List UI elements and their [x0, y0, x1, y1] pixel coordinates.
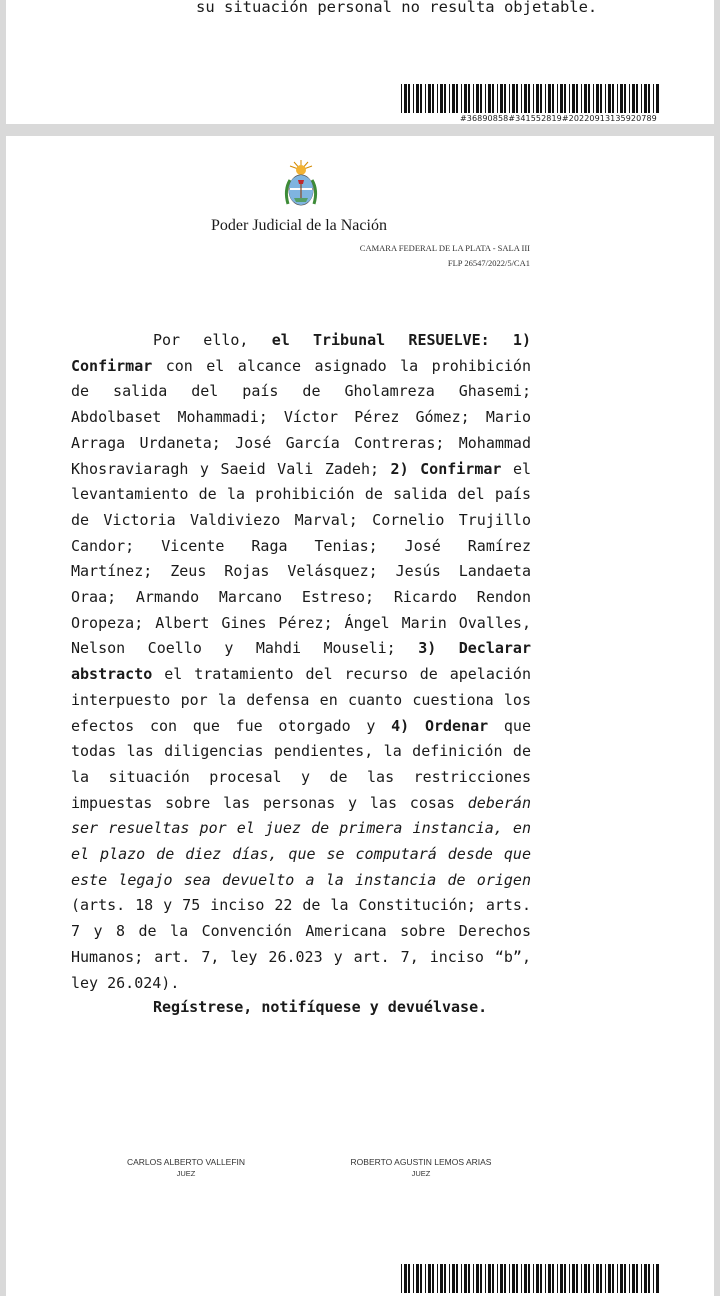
barcode-bar [612, 1264, 614, 1293]
barcode-bar [528, 84, 530, 113]
barcode-bar [485, 1264, 486, 1293]
judge-name: ROBERTO AGUSTIN LEMOS ARIAS [350, 1157, 492, 1167]
barcode-bar [545, 84, 546, 113]
legal-citation: (arts. 18 y 75 inciso 22 de la Constitución; arts. 7 y 8 de la Convención Americana sobre Derechos Humanos; art. 7, ley 26.023 y art. 7, inciso “b”, ley 26.024). [71, 896, 531, 992]
barcode-bar [608, 84, 611, 113]
barcode-bar [444, 1264, 446, 1293]
barcode-bar [584, 1264, 587, 1293]
barcode-bar [536, 84, 539, 113]
barcode-bar [605, 1264, 606, 1293]
barcode-bar [593, 84, 594, 113]
judge-role: JUEZ [411, 1169, 431, 1178]
barcode-bar [596, 84, 599, 113]
barcode-bar [416, 1264, 419, 1293]
barcode-bar [449, 1264, 450, 1293]
barcode-bar [408, 84, 410, 113]
barcode-bar [572, 84, 575, 113]
barcode-bar [485, 84, 486, 113]
barcode-bar [653, 1264, 654, 1293]
barcode-bar [488, 84, 491, 113]
barcode-bar [440, 1264, 443, 1293]
signature-judge-1 [116, 1156, 256, 1180]
barcode-bar [600, 84, 602, 113]
barcode-bar [576, 1264, 578, 1293]
barcode-top [401, 84, 660, 113]
barcode-bar [612, 84, 614, 113]
barcode-bar [473, 1264, 474, 1293]
barcode-bar [420, 1264, 422, 1293]
barcode-bar [408, 1264, 410, 1293]
barcode-bar [512, 84, 515, 113]
judge-name: CARLOS ALBERTO VALLEFIN [126, 1157, 246, 1167]
item1-verb: Confirmar [71, 356, 153, 375]
barcode-bar [468, 84, 470, 113]
previous-page [6, 0, 714, 124]
argentine-coat-of-arms-icon [282, 158, 320, 212]
item2-text: el levantamiento de la prohibición de salida del país de Victoria Valdiviezo Marval; Cornelio Trujillo Candor; Vicente Raga Tenias; José Ramírez Martínez; Zeus Rojas Velásquez; Jesús Landaeta Oraa; Armando Marcano Estreso; Ricardo Rendon Oropeza; Albert Gines Pérez; Ángel Marin Ovalles, Nelson Coello y Mahdi Mouseli; [71, 459, 532, 658]
document-page [6, 136, 714, 1296]
barcode-bar [452, 1264, 455, 1293]
barcode-bar [593, 1264, 594, 1293]
barcode-bar [497, 1264, 498, 1293]
barcode-bar [425, 1264, 426, 1293]
barcode-bar [509, 1264, 510, 1293]
barcode-bar [444, 84, 446, 113]
item2-label: 2) Confirmar [390, 459, 502, 478]
barcode-bar [576, 84, 578, 113]
barcode-bar [629, 1264, 630, 1293]
barcode-bar [629, 84, 630, 113]
barcode-bar [497, 84, 498, 113]
barcode-bottom [401, 1264, 660, 1293]
judge-role: JUEZ [176, 1169, 196, 1178]
closing-formula: Regístrese, notifíquese y devuélvase. [153, 998, 488, 1016]
barcode-bar [581, 84, 582, 113]
chamber-name: CAMARA FEDERAL DE LA PLATA - SALA III [359, 243, 530, 253]
barcode-bar [548, 84, 551, 113]
barcode-bar [512, 1264, 515, 1293]
barcode-bar [432, 1264, 434, 1293]
barcode-bar [620, 1264, 623, 1293]
barcode-bar [557, 1264, 558, 1293]
item4-italic: deberán ser resueltas por el juez de primera instancia, en el plazo de diez días, que se computará desde que este legajo sea devuelto a la instancia de origen [71, 793, 531, 889]
barcode-bar [584, 84, 587, 113]
barcode-bar [464, 84, 467, 113]
barcode-number: #36890858#341552819#20220913135920789 [460, 114, 657, 123]
barcode-bar [588, 1264, 590, 1293]
barcode-bar [644, 1264, 647, 1293]
barcode-bar [605, 84, 606, 113]
barcode-bar [644, 84, 647, 113]
barcode-bar [632, 84, 635, 113]
barcode-bar [404, 1264, 407, 1293]
barcode-bar [569, 1264, 570, 1293]
barcode-bar [596, 1264, 599, 1293]
barcode-bar [440, 84, 443, 113]
item3-label: 3) Declarar abstracto [71, 639, 531, 684]
intro-text: Por ello, [153, 331, 272, 349]
barcode-bar [509, 84, 510, 113]
item4-label: 4) Ordenar [391, 716, 489, 735]
barcode-bar [557, 84, 558, 113]
barcode-bar [413, 84, 414, 113]
barcode-bar [528, 1264, 530, 1293]
barcode-bar [404, 84, 407, 113]
barcode-bar [641, 84, 642, 113]
previous-page-last-line: su situación personal no resulta objetable. [196, 0, 598, 16]
barcode-bar [468, 1264, 470, 1293]
barcode-bar [648, 84, 650, 113]
barcode-bar [473, 84, 474, 113]
barcode-bar [624, 84, 626, 113]
barcode-bar [504, 1264, 506, 1293]
barcode-bar [425, 84, 426, 113]
barcode-bar [420, 84, 422, 113]
barcode-bar [636, 84, 638, 113]
barcode-bar [437, 1264, 438, 1293]
barcode-bar [552, 1264, 554, 1293]
barcode-bar [656, 1264, 659, 1293]
barcode-bar [540, 1264, 542, 1293]
barcode-bar [552, 84, 554, 113]
barcode-bar [437, 84, 438, 113]
barcode-bar [617, 84, 618, 113]
barcode-bar [516, 84, 518, 113]
item3-text: el tratamiento del recurso de apelación interpuesto por la defensa en cuanto cuestiona los efectos con que fue otorgado y [71, 665, 531, 735]
barcode-bar [456, 1264, 458, 1293]
barcode-bar [461, 84, 462, 113]
barcode-bar [521, 1264, 522, 1293]
barcode-bar [608, 1264, 611, 1293]
barcode-bar [617, 1264, 618, 1293]
barcode-bar [432, 84, 434, 113]
barcode-bar [504, 84, 506, 113]
barcode-bar [540, 84, 542, 113]
barcode-bar [452, 84, 455, 113]
barcode-bar [564, 84, 566, 113]
barcode-bar [516, 1264, 518, 1293]
institution-name: Poder Judicial de la Nación [211, 217, 387, 234]
case-number: FLP 26547/2022/5/CA1 [447, 258, 530, 268]
barcode-bar [588, 84, 590, 113]
barcode-bar [500, 1264, 503, 1293]
barcode-bar [564, 1264, 566, 1293]
tribunal-resolves: el Tribunal RESUELVE: 1) [271, 331, 531, 349]
barcode-bar [492, 84, 494, 113]
barcode-bar [521, 84, 522, 113]
barcode-bar [524, 84, 527, 113]
barcode-bar [648, 1264, 650, 1293]
barcode-bar [476, 84, 479, 113]
barcode-bar [560, 1264, 563, 1293]
barcode-bar [533, 1264, 534, 1293]
barcode-bar [413, 1264, 414, 1293]
barcode-bar [401, 1264, 402, 1293]
barcode-bar [653, 84, 654, 113]
barcode-bar [500, 84, 503, 113]
barcode-bar [488, 1264, 491, 1293]
barcode-bar [536, 1264, 539, 1293]
barcode-bar [581, 1264, 582, 1293]
barcode-bar [492, 1264, 494, 1293]
barcode-bar [600, 1264, 602, 1293]
barcode-bar [641, 1264, 642, 1293]
barcode-bar [480, 84, 482, 113]
barcode-bar [476, 1264, 479, 1293]
resolution-paragraph [71, 328, 531, 996]
barcode-bar [620, 84, 623, 113]
barcode-bar [560, 84, 563, 113]
barcode-bar [636, 1264, 638, 1293]
barcode-bar [428, 1264, 431, 1293]
barcode-bar [624, 1264, 626, 1293]
barcode-bar [456, 84, 458, 113]
barcode-bar [656, 84, 659, 113]
barcode-bar [461, 1264, 462, 1293]
barcode-bar [533, 84, 534, 113]
item1-text: con el alcance asignado la prohibición de salida del país de Gholamreza Ghasemi; Abdolbaset Mohammadi; Víctor Pérez Gómez; Mario Arraga Urdaneta; José García Contreras; Mohammad Khosraviaragh y Saeid Vali Zadeh; [71, 356, 531, 478]
barcode-bar [524, 1264, 527, 1293]
item4-text: que todas las diligencias pendientes, la definición de la situación procesal y de las restricciones impuestas sobre las personas y las cosas [71, 716, 531, 812]
barcode-bar [401, 84, 402, 113]
barcode-bar [632, 1264, 635, 1293]
barcode-bar [569, 84, 570, 113]
barcode-bar [545, 1264, 546, 1293]
signature-judge-2 [346, 1156, 496, 1180]
barcode-bar [416, 84, 419, 113]
barcode-bar [548, 1264, 551, 1293]
barcode-bar [480, 1264, 482, 1293]
barcode-bar [428, 84, 431, 113]
barcode-bar [572, 1264, 575, 1293]
barcode-bar [464, 1264, 467, 1293]
barcode-bar [449, 84, 450, 113]
